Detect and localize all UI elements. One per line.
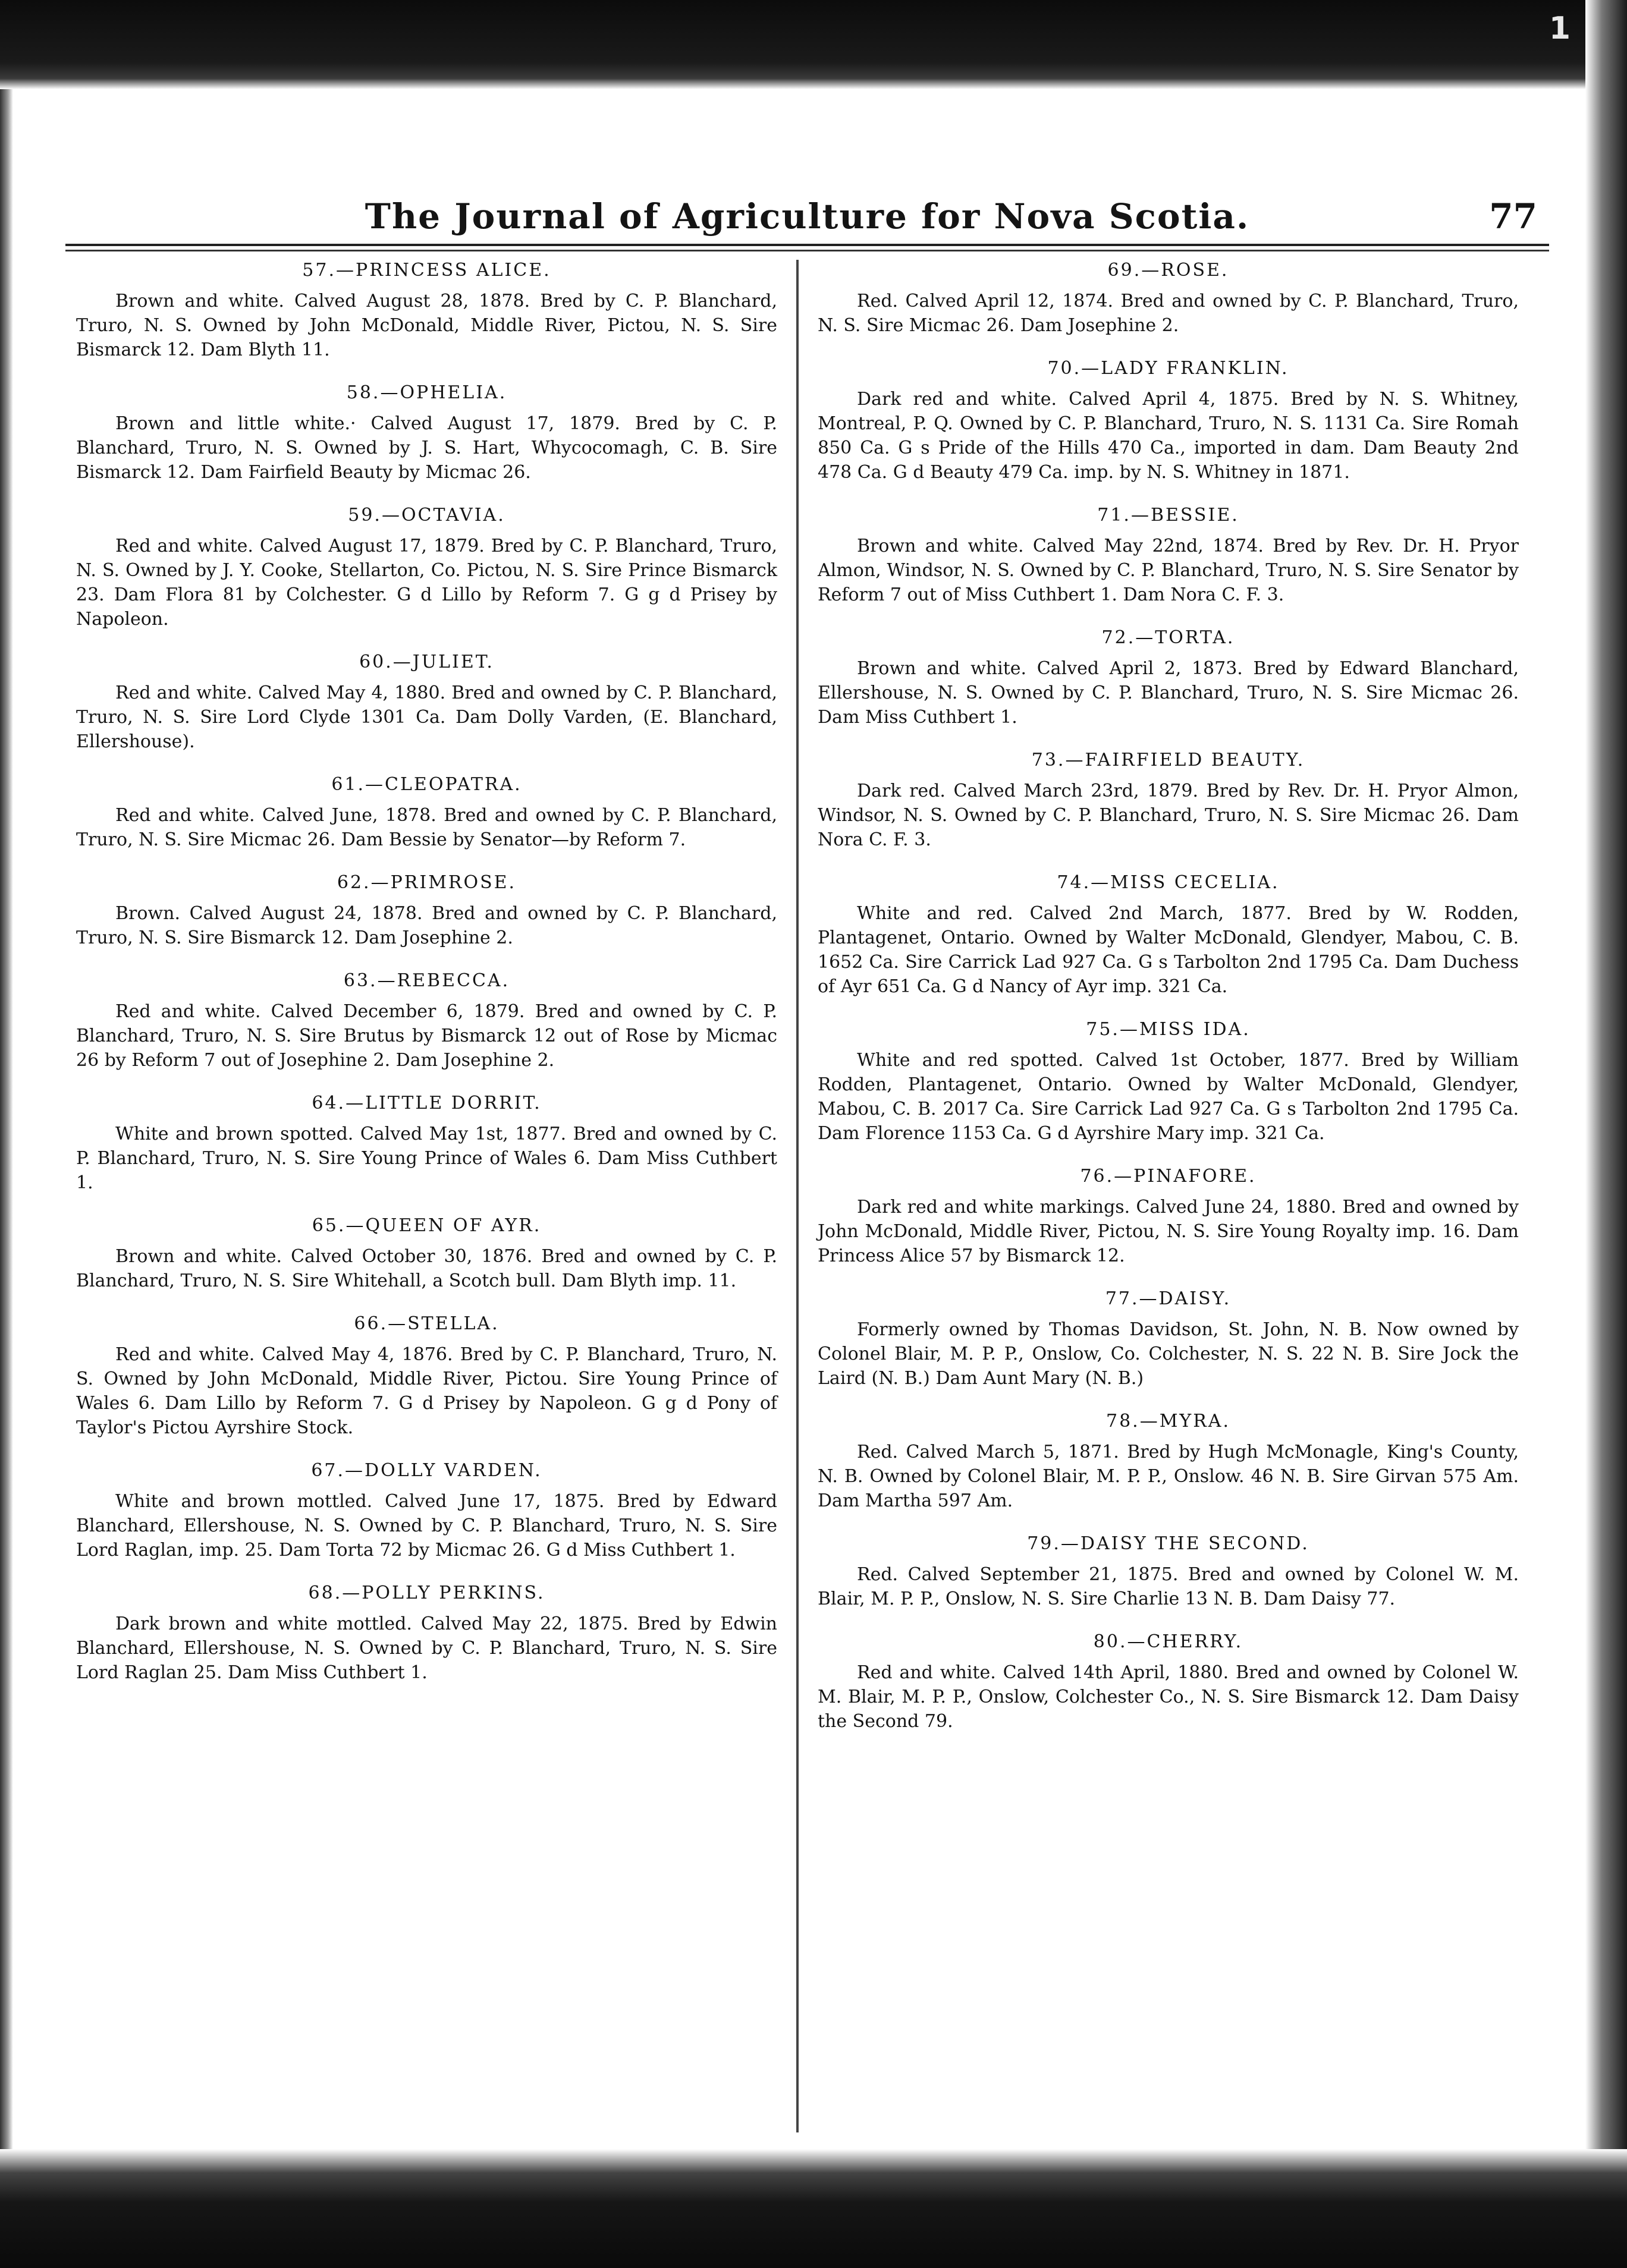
cattle-entry bbox=[76, 1583, 777, 1685]
entry-title: 65.—QUEEN OF AYR. bbox=[312, 1215, 542, 1236]
entry-title: 76.—PINAFORE. bbox=[1080, 1166, 1257, 1187]
entry-body: Brown and white. Calved May 22nd, 1874. Bred by Rev. Dr. H. Pryor Almon, Windsor, N. S. Owned by C. P. Blanchard, Truro, N. S. Sire Senator by Reform 7 out of Miss Cuthbert 1. Dam Nora C. F. 3. bbox=[818, 536, 1519, 605]
entry-body: Brown. Calved August 24, 1878. Bred and owned by C. P. Blanchard, Truro, N. S. Sire Bismarck 12. Dam Josephine 2. bbox=[76, 903, 777, 948]
entry-body: Brown and white. Calved August 28, 1878. Bred by C. P. Blanchard, Truro, N. S. Owned by John McDonald, Middle River, Pictou, N. S. Sire Bismarck 12. Dam Blyth 11. bbox=[76, 291, 777, 360]
entry-title: 64.—LITTLE DORRIT. bbox=[312, 1093, 542, 1113]
text-columns bbox=[65, 260, 1549, 2132]
entry-title: 74.—MISS CECELIA. bbox=[1057, 872, 1280, 893]
cattle-entry bbox=[76, 872, 777, 950]
entry-body: Brown and white. Calved October 30, 1876. Bred and owned by C. P. Blanchard, Truro, N. S. Sire Whitehall, a Scotch bull. Dam Blyth imp. 11. bbox=[76, 1246, 777, 1291]
entry-title: 75.—MISS IDA. bbox=[1086, 1019, 1251, 1040]
cattle-entry bbox=[818, 1166, 1519, 1268]
cattle-entry bbox=[818, 260, 1519, 338]
entry-title: 71.—BESSIE. bbox=[1097, 505, 1239, 526]
cattle-entry bbox=[818, 1411, 1519, 1513]
entry-body: Red and white. Calved May 4, 1876. Bred by C. P. Blanchard, Truro, N. S. Owned by John McDonald, Middle River, Pictou. Sire Young Prince of Wales 6. Dam Lillo by Reform 7. G d Prisey by Napoleon. G g d Pony of Taylor's Pictou Ayrshire Stock. bbox=[76, 1344, 777, 1438]
entry-body: Red and white. Calved December 6, 1879. Bred and owned by C. P. Blanchard, Truro, N. S. Sire Brutus by Bismarck 12 out of Rose by Micmac 26 by Reform 7 out of Josephine 2. Dam Josephine 2. bbox=[76, 1001, 777, 1071]
journal-page bbox=[65, 172, 1549, 2158]
cattle-entry bbox=[818, 1288, 1519, 1391]
entry-title: 61.—CLEOPATRA. bbox=[331, 774, 522, 795]
entry-body: White and red. Calved 2nd March, 1877. Bred by W. Rodden, Plantagenet, Ontario. Owned by Walter McDonald, Glendyer, Mabou, C. B. 1652 Ca. Sire Carrick Lad 927 Ca. G s Tarbolton 2nd 1795 Ca. Dam Duchess of Ayr 651 Ca. G d Nancy of Ayr imp. 321 Ca. bbox=[818, 903, 1519, 997]
entry-title: 57.—PRINCESS ALICE. bbox=[302, 260, 551, 281]
cattle-entry bbox=[76, 382, 777, 485]
entry-title: 63.—REBECCA. bbox=[343, 970, 510, 991]
cattle-entry bbox=[818, 1631, 1519, 1734]
entry-title: 80.—CHERRY. bbox=[1093, 1631, 1243, 1652]
cattle-entry bbox=[818, 505, 1519, 607]
cattle-entry bbox=[818, 1019, 1519, 1146]
cattle-entry bbox=[76, 1460, 777, 1562]
entry-body: White and brown spotted. Calved May 1st, 1877. Bred and owned by C. P. Blanchard, Truro, N. S. Sire Young Prince of Wales 6. Dam Miss Cuthbert 1. bbox=[76, 1124, 777, 1193]
cattle-entry bbox=[76, 774, 777, 852]
entry-body: Dark red. Calved March 23rd, 1879. Bred by Rev. Dr. H. Pryor Almon, Windsor, N. S. Owned by C. P. Blanchard, Truro, N. S. Sire Micmac 26. Dam Nora C. F. 3. bbox=[818, 781, 1519, 850]
entry-body: Red and white. Calved June, 1878. Bred and owned by C. P. Blanchard, Truro, N. S. Sire Micmac 26. Dam Bessie by Senator—by Reform 7. bbox=[76, 805, 777, 850]
entry-title: 62.—PRIMROSE. bbox=[337, 872, 517, 893]
entry-title: 79.—DAISY THE SECOND. bbox=[1027, 1533, 1309, 1554]
scan-border-right bbox=[1585, 0, 1627, 2268]
entry-body: Red. Calved September 21, 1875. Bred and owned by Colonel W. M. Blair, M. P. P., Onslow, N. S. Sire Charlie 13 N. B. Dam Daisy 77. bbox=[818, 1564, 1519, 1609]
entry-title: 60.—JULIET. bbox=[359, 652, 494, 672]
entry-title: 70.—LADY FRANKLIN. bbox=[1047, 358, 1289, 379]
entry-body: Red and white. Calved August 17, 1879. Bred by C. P. Blanchard, Truro, N. S. Owned by J. Y. Cooke, Stellarton, Co. Pictou, N. S. Sire Prince Bismarck 23. Dam Flora 81 by Colchester. G d Lillo by Reform 7. G g d Prisey by Napoleon. bbox=[76, 536, 777, 630]
cattle-entry bbox=[76, 1093, 777, 1195]
entry-body: Red. Calved March 5, 1871. Bred by Hugh McMonagle, King's County, N. B. Owned by Colonel Blair, M. P. P., Onslow. 46 N. B. Sire Girvan 575 Am. Dam Martha 597 Am. bbox=[818, 1442, 1519, 1511]
entry-title: 68.—POLLY PERKINS. bbox=[308, 1583, 545, 1603]
right-column bbox=[807, 260, 1529, 2132]
entry-body: White and red spotted. Calved 1st October, 1877. Bred by William Rodden, Plantagenet, Ontario. Owned by Walter McDonald, Glendyer, Mabou, C. B. 2017 Ca. Sire Carrick Lad 927 Ca. G s Tarbolton 2nd 1795 Ca. Dam Florence 1153 Ca. G d Ayrshire Mary imp. 321 Ca. bbox=[818, 1050, 1519, 1144]
entry-body: Red and white. Calved 14th April, 1880. Bred and owned by Colonel W. M. Blair, M. P. P., Onslow, Colchester Co., N. S. Sire Bismarck 12. Dam Daisy the Second 79. bbox=[818, 1662, 1519, 1732]
cattle-entry bbox=[818, 750, 1519, 852]
entry-title: 77.—DAISY. bbox=[1105, 1288, 1232, 1309]
entry-title: 67.—DOLLY VARDEN. bbox=[311, 1460, 542, 1481]
scan-border-bottom bbox=[0, 2149, 1627, 2268]
entry-body: Dark brown and white mottled. Calved May 22, 1875. Bred by Edwin Blanchard, Ellershouse, N. S. Owned by C. P. Blanchard, Truro, N. S. Sire Lord Raglan 25. Dam Miss Cuthbert 1. bbox=[76, 1613, 777, 1683]
cattle-entry bbox=[76, 1313, 777, 1440]
scan-border-left bbox=[0, 89, 13, 2268]
cattle-entry bbox=[818, 627, 1519, 729]
header-rule bbox=[65, 250, 1549, 251]
entry-body: Dark red and white markings. Calved June 24, 1880. Bred and owned by John McDonald, Middle River, Pictou, N. S. Sire Young Royalty imp. 16. Dam Princess Alice 57 by Bismarck 12. bbox=[818, 1197, 1519, 1266]
entry-body: Red. Calved April 12, 1874. Bred and owned by C. P. Blanchard, Truro, N. S. Sire Micmac 26. Dam Josephine 2. bbox=[818, 291, 1519, 336]
running-head bbox=[65, 172, 1549, 246]
journal-title: The Journal of Agriculture for Nova Scotia. bbox=[365, 196, 1250, 237]
entry-title: 78.—MYRA. bbox=[1105, 1411, 1231, 1432]
cattle-entry bbox=[76, 652, 777, 754]
entry-body: Brown and little white.· Calved August 17, 1879. Bred by C. P. Blanchard, Truro, N. S. Owned by J. S. Hart, Whycocomagh, C. B. Sire Bismarck 12. Dam Fairfield Beauty by Micmac 26. bbox=[76, 413, 777, 483]
entry-body: White and brown mottled. Calved June 17, 1875. Bred by Edward Blanchard, Ellershouse, N. S. Owned by C. P. Blanchard, Truro, N. S. Sire Lord Raglan, imp. 25. Dam Torta 72 by Micmac 26. G d Miss Cuthbert 1. bbox=[76, 1491, 777, 1561]
corner-mark: 1 bbox=[1549, 11, 1571, 46]
entry-title: 73.—FAIRFIELD BEAUTY. bbox=[1031, 750, 1305, 770]
entry-body: Brown and white. Calved April 2, 1873. Bred by Edward Blanchard, Ellershouse, N. S. Owned by C. P. Blanchard, Truro, N. S. Sire Micmac 26. Dam Miss Cuthbert 1. bbox=[818, 658, 1519, 728]
scan-border-top bbox=[0, 0, 1627, 89]
entry-title: 58.—OPHELIA. bbox=[346, 382, 507, 403]
entry-title: 59.—OCTAVIA. bbox=[348, 505, 505, 526]
cattle-entry bbox=[818, 358, 1519, 485]
column-divider bbox=[796, 260, 799, 2132]
entry-body: Red and white. Calved May 4, 1880. Bred and owned by C. P. Blanchard, Truro, N. S. Sire Lord Clyde 1301 Ca. Dam Dolly Varden, (E. Blanchard, Ellershouse). bbox=[76, 682, 777, 752]
cattle-entry bbox=[818, 872, 1519, 999]
entry-title: 69.—ROSE. bbox=[1107, 260, 1229, 281]
entry-body: Formerly owned by Thomas Davidson, St. John, N. B. Now owned by Colonel Blair, M. P. P., Onslow, Co. Colchester, N. S. 22 N. B. Sire Jock the Laird (N. B.) Dam Aunt Mary (N. B.) bbox=[818, 1319, 1519, 1389]
page-number: 77 bbox=[1489, 196, 1537, 237]
left-column bbox=[65, 260, 788, 2132]
entry-body: Dark red and white. Calved April 4, 1875. Bred by N. S. Whitney, Montreal, P. Q. Owned by C. P. Blanchard, Truro, N. S. 1131 Ca. Sire Romah 850 Ca. G s Pride of the Hills 470 Ca., imported in dam. Dam Beauty 2nd 478 Ca. G d Beauty 479 Ca. imp. by N. S. Whitney in 1871. bbox=[818, 389, 1519, 483]
cattle-entry bbox=[818, 1533, 1519, 1611]
entry-title: 72.—TORTA. bbox=[1101, 627, 1235, 648]
cattle-entry bbox=[76, 260, 777, 362]
cattle-entry bbox=[76, 505, 777, 631]
cattle-entry bbox=[76, 1215, 777, 1293]
entry-title: 66.—STELLA. bbox=[354, 1313, 500, 1334]
cattle-entry bbox=[76, 970, 777, 1072]
